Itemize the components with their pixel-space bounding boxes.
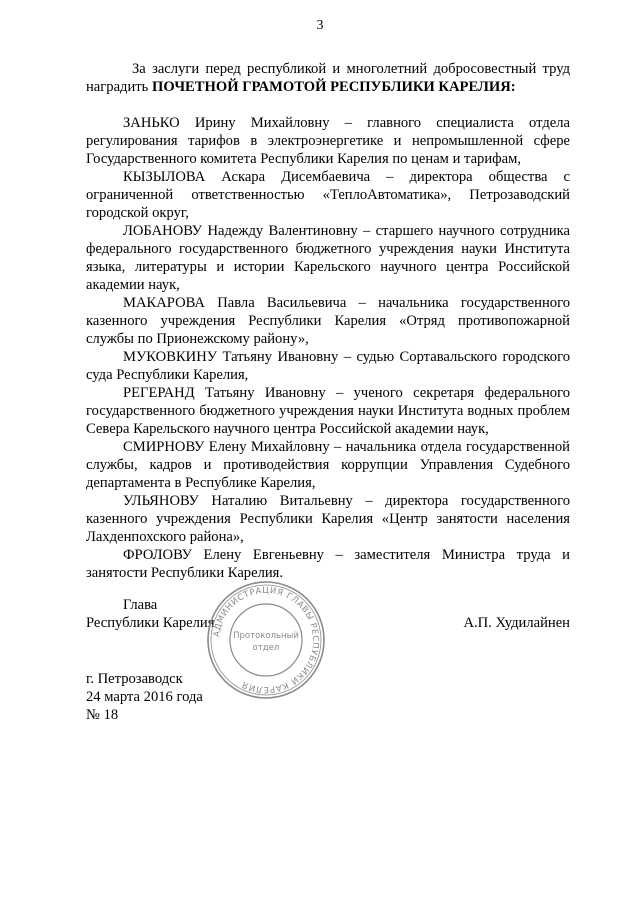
signature-block (86, 596, 570, 666)
awardee-entry: МУКОВКИНУ Татьяну Ивановну – судью Сортавальского городского суда Республики Карелия, (86, 349, 570, 383)
awardee-entry: ФРОЛОВУ Елену Евгеньевну – заместителя Министра труда и занятости Республики Карелия. (86, 547, 570, 581)
document-footer (86, 670, 203, 724)
intro-text: За заслуги перед республикой и многолетний добросовестный труд наградить (86, 61, 570, 95)
signatory-name: А.П. Худилайнен (463, 615, 570, 631)
award-name: ПОЧЕТНОЙ ГРАМОТОЙ РЕСПУБЛИКИ КАРЕЛИЯ: (151, 79, 516, 95)
awardee-entry: РЕГЕРАНД Татьяну Ивановну – ученого секретаря федерального государственного бюджетного учреждения науки Института водных проблем Севера Карельского научного центра Российской академии наук, (86, 385, 570, 437)
awardee-entry: СМИРНОВУ Елену Михайловну – начальника отдела государственной службы, кадров и противодействия коррупции Управления Судебного департамента в Республике Карелия, (86, 439, 570, 491)
awardee-entry: КЫЗЫЛОВА Аскара Дисембаевича – директора общества с ограниченной ответственностью «ТеплоАвтоматика», Петрозаводский городской округ, (86, 169, 570, 221)
signatory-title-line2: Республики Карелия (86, 615, 215, 631)
awardee-entry: УЛЬЯНОВУ Наталию Витальевну – директора государственного казенного учреждения Республики Карелия «Центр занятости населения Лахденпохского района», (86, 493, 570, 545)
official-stamp-icon (204, 578, 328, 702)
awardee-entry: МАКАРОВА Павла Васильевича – начальника государственного казенного учреждения Республики Карелия «Отряд противопожарной службы по Прионежскому району», (86, 295, 570, 347)
awardee-entry: ЗАНЬКО Ирину Михайловну – главного специалиста отдела регулирования тарифов в электроэнергетике и непромышленной сфере Государственного комитета Республики Карелия по ценам и тарифам, (86, 115, 570, 167)
document-number: № 18 (86, 707, 119, 723)
document-date: 24 марта 2016 года (86, 689, 203, 705)
stamp-center-line2: отдел (252, 643, 280, 653)
awardee-entry: ЛОБАНОВУ Надежду Валентиновну – старшего научного сотрудника федерального государственного бюджетного учреждения науки Института языка, литературы и истории Карельского научного центра Российской академии наук, (86, 223, 570, 293)
stamp-center-line1: Протокольный (233, 631, 299, 641)
document-city: г. Петрозаводск (86, 671, 183, 687)
page-number: 3 (316, 18, 324, 33)
stamp-ring-textpath: АДМИНИСТРАЦИЯ ГЛАВЫ РЕСПУБЛИКИ КАРЕЛИЯ (212, 585, 321, 695)
intro-paragraph (86, 60, 570, 96)
signatory-title-line1: Глава (123, 597, 158, 613)
stamp-seal (204, 578, 328, 702)
document-body (86, 60, 570, 582)
